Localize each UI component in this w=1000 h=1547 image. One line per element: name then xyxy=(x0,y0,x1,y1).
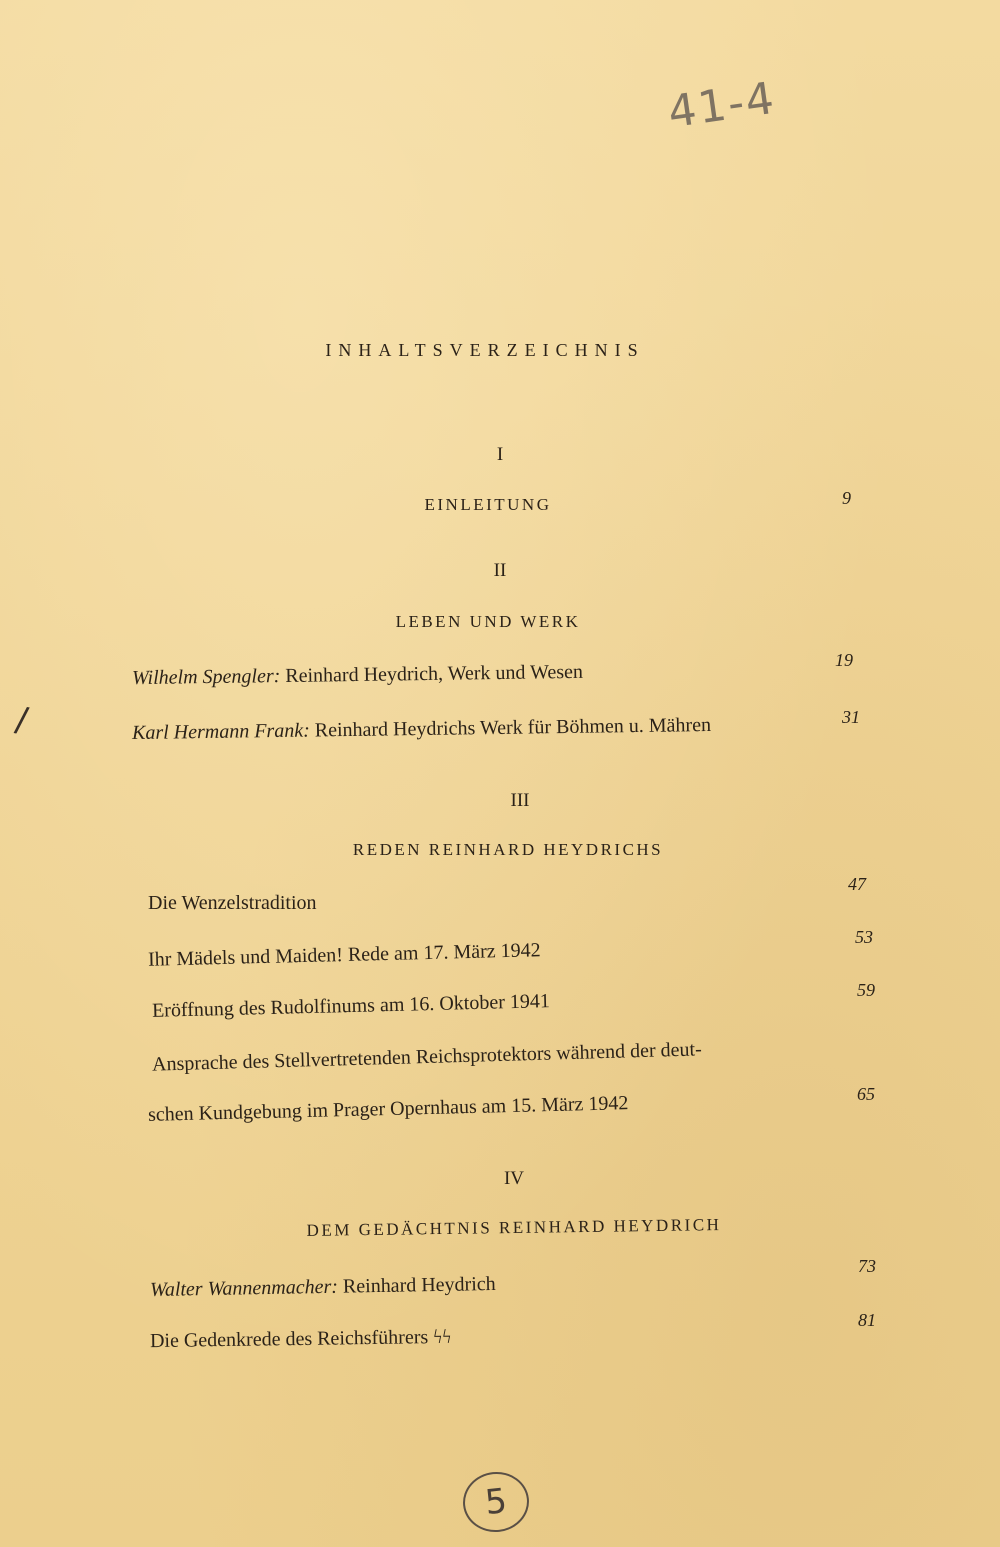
section-heading-reden: REDEN REINHARD HEYDRICHS xyxy=(352,840,664,859)
entry-title: Ihr Mädels und Maiden! Rede am 17. März 1942 xyxy=(147,939,541,971)
entry-author: Walter Wannenmacher: xyxy=(149,1275,339,1302)
entry-title: schen Kundgebung im Prager Opernhaus am 15. März 1942 xyxy=(147,1092,629,1126)
entry-title: Eröffnung des Rudolfinums am 16. Oktober 1941 xyxy=(151,990,551,1022)
entry-author: Wilhelm Spengler: xyxy=(131,665,281,690)
entry-title: Die Wenzelstradition xyxy=(148,892,317,914)
entry-title: Reinhard Heydrich, Werk und Wesen xyxy=(285,660,584,688)
folio-number: 5 xyxy=(460,1469,532,1536)
section-heading-leben-und-werk: LEBEN UND WERK xyxy=(395,612,581,631)
section-numeral-2: II xyxy=(493,560,507,581)
toc-entry xyxy=(152,1038,702,1076)
toc-entry xyxy=(150,1326,452,1353)
toc-entry xyxy=(132,714,711,745)
section-numeral-1: I xyxy=(496,444,504,465)
section-heading-einleitung: EINLEITUNG xyxy=(424,495,552,514)
entry-author: Karl Hermann Frank: xyxy=(131,719,310,745)
section-heading-gedaechtnis: DEM GEDÄCHTNIS REINHARD HEYDRICH xyxy=(306,1215,722,1240)
toc-entry xyxy=(148,892,317,915)
page-number: 47 xyxy=(848,874,866,894)
page-number: 73 xyxy=(858,1256,876,1276)
page-number: 31 xyxy=(842,707,860,727)
page-number: 81 xyxy=(858,1310,876,1330)
page-title: INHALTSVERZEICHNIS xyxy=(325,340,645,360)
toc-entry xyxy=(148,939,541,972)
toc-entry xyxy=(132,661,583,690)
toc-entry xyxy=(152,990,550,1023)
toc-entry xyxy=(150,1273,496,1302)
entry-title: Reinhard Heydrich xyxy=(342,1272,496,1298)
page-number: 65 xyxy=(857,1084,875,1104)
toc-entry-continuation xyxy=(148,1092,629,1127)
page-number: 53 xyxy=(855,927,873,947)
section-numeral-4: IV xyxy=(503,1168,525,1189)
margin-mark: / xyxy=(12,699,31,741)
handwritten-note: 41-4 xyxy=(664,72,779,139)
entry-title: Ansprache des Stellvertretenden Reichsprotektors während der deut- xyxy=(151,1038,702,1076)
section-numeral-3: III xyxy=(510,790,530,811)
page-number: 59 xyxy=(857,980,875,1000)
page-number: 19 xyxy=(835,650,853,670)
entry-title: Reinhard Heydrichs Werk für Böhmen u. Mähren xyxy=(314,713,712,742)
entry-title: Die Gedenkrede des Reichsführers ϟϟ xyxy=(149,1325,452,1353)
page-number: 9 xyxy=(842,488,851,508)
